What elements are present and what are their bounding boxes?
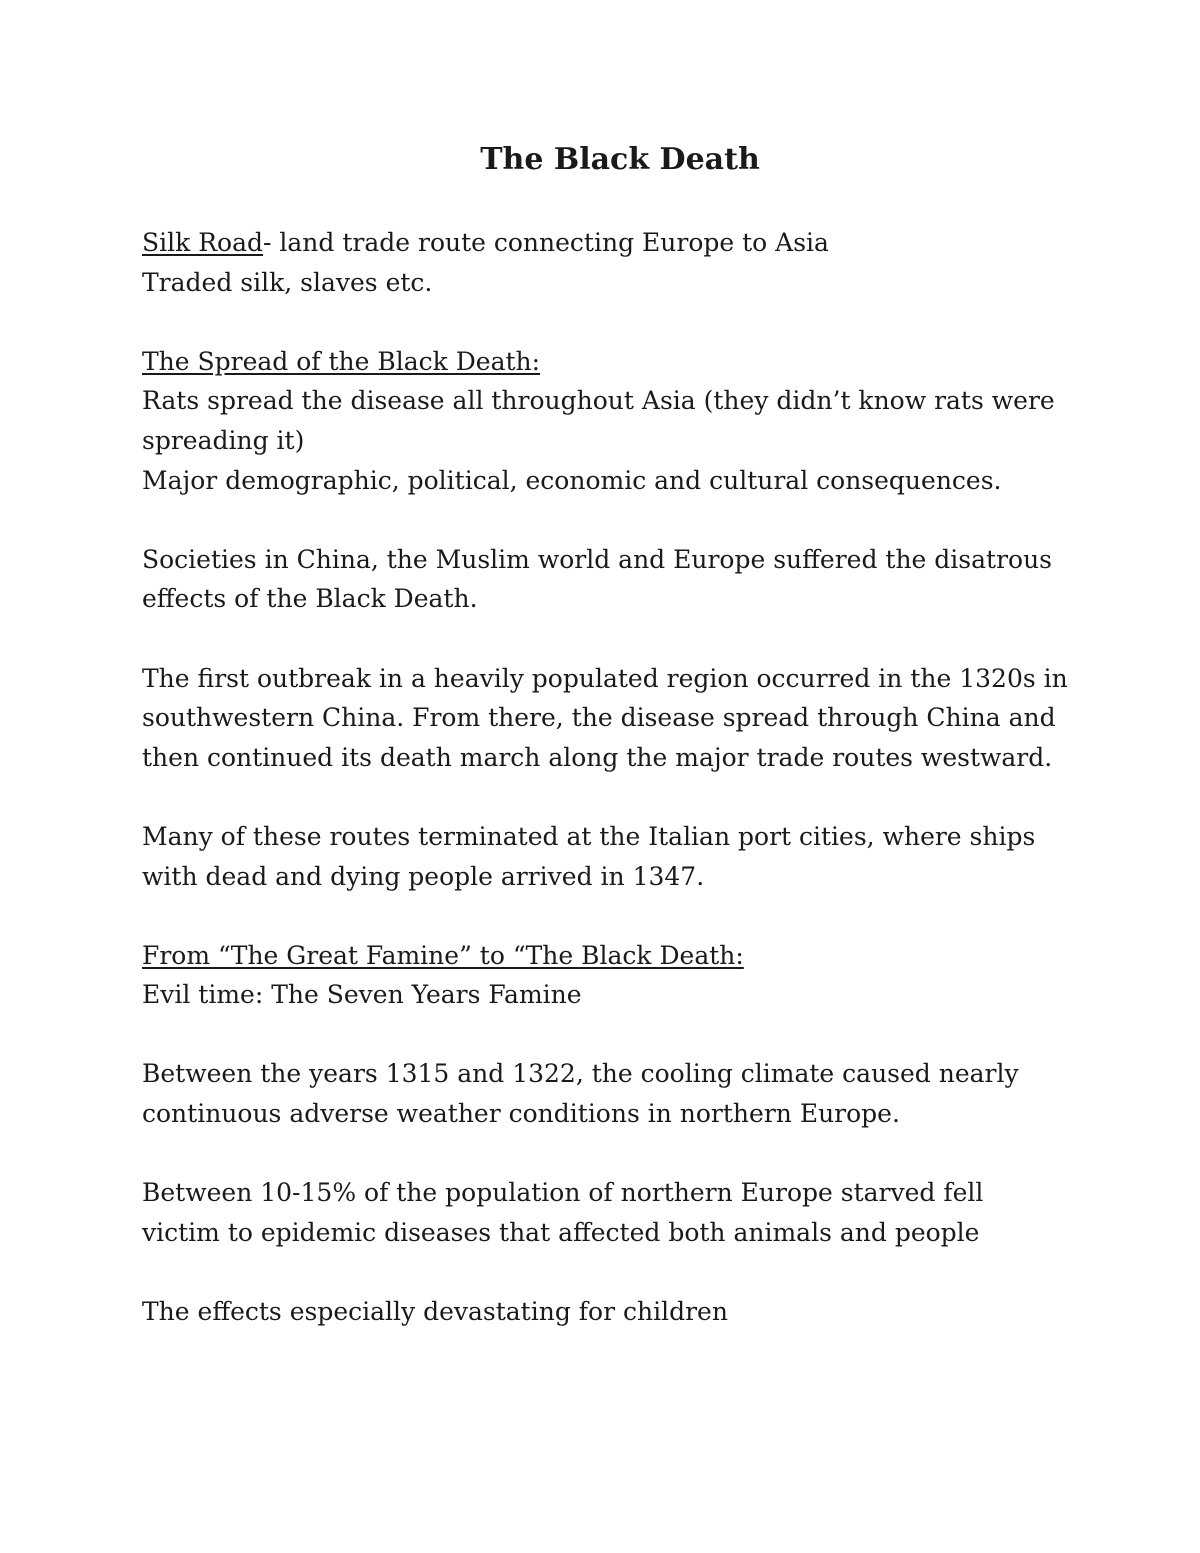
spread-heading-text: The Spread of the Black Death:	[142, 346, 541, 376]
silk-road-definition	[142, 223, 1102, 263]
routes-line-2: with dead and dying people arrived in 1347.	[142, 861, 705, 891]
famine-years-line-1: Between the years 1315 and 1322, the cooling climate caused nearly	[142, 1059, 1019, 1089]
societies-line-2: effects of the Black Death.	[142, 584, 478, 614]
spread-heading	[142, 342, 1102, 382]
outbreak-line-2: southwestern China. From there, the disease spread through China and	[142, 703, 1056, 733]
outbreak-line-3: then continued its death march along the major trade routes westward.	[142, 742, 1053, 772]
outbreak-line-1: The first outbreak in a heavily populated region occurred in the 1320s in	[142, 663, 1068, 693]
famine-population-line-1: Between 10-15% of the population of northern Europe starved fell	[142, 1178, 984, 1208]
silk-road-term: Silk Road	[142, 228, 263, 257]
document-title: The Black Death	[480, 142, 760, 177]
famine-heading	[142, 936, 1102, 976]
silk-road-traded: Traded silk, slaves etc.	[142, 267, 433, 297]
famine-children: The effects especially devastating for children	[142, 1297, 728, 1327]
spread-rats-line-1: Rats spread the disease all throughout Asia (they didn’t know rats were	[142, 386, 1055, 416]
routes-line-1: Many of these routes terminated at the Italian port cities, where ships	[142, 821, 1036, 851]
famine-heading-text: From “The Great Famine” to “The Black Death:	[142, 940, 744, 970]
spread-consequences: Major demographic, political, economic and cultural consequences.	[142, 465, 1002, 495]
silk-road-definition-text: - land trade route connecting Europe to Asia	[263, 228, 829, 257]
famine-evil-time: Evil time: The Seven Years Famine	[142, 980, 582, 1010]
famine-population-line-2: victim to epidemic diseases that affected both animals and people	[142, 1217, 980, 1247]
famine-years-line-2: continuous adverse weather conditions in northern Europe.	[142, 1099, 900, 1129]
societies-line-1: Societies in China, the Muslim world and Europe suffered the disatrous	[142, 544, 1052, 574]
document-body	[142, 223, 1102, 1332]
spread-rats-line-2: spreading it)	[142, 425, 305, 455]
